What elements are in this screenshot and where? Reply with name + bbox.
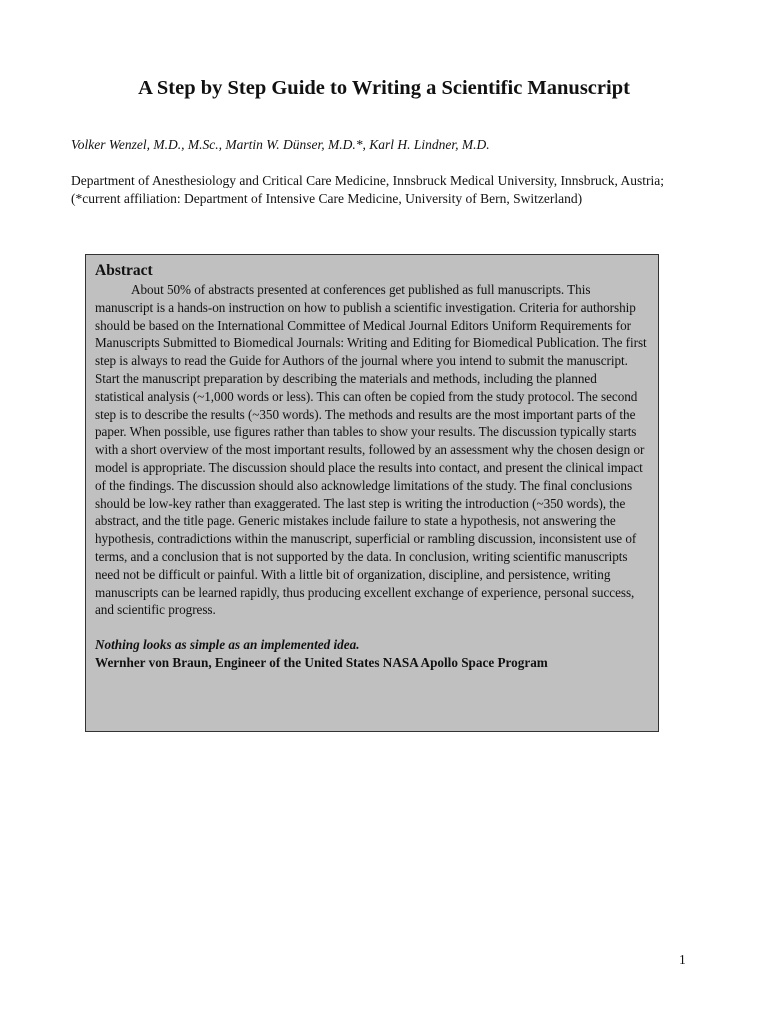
abstract-heading: Abstract — [95, 262, 153, 279]
abstract-box — [85, 254, 659, 732]
page-number: 1 — [679, 952, 686, 967]
author-list: Volker Wenzel, M.D., M.Sc., Martin W. Dünser, M.D.*, Karl H. Lindner, M.D. — [71, 137, 490, 152]
abstract-body: About 50% of abstracts presented at conferences get published as full manuscripts. This manuscript is a hands-on instruction on how to publish a scientific investigation. Criteria for authorship should be based on the International Committee of Medical Journal Editors Uniform Requirements for Manuscripts Submitted to Biomedical Journals: Writing and Editing for Biomedical Publication. The first step is always to read the Guide for Authors of the journal where you intend to submit the manuscript. Start the manuscript preparation by describing the materials and methods, including the planned statistical analysis (~1,000 words or less). This can often be copied from the study protocol. The second step is to describe the results (~350 words). The methods and results are the most important parts of the paper. When possible, use figures rather than tables to show your results. The discussion typically starts with a short overview of the most important results, followed by an assessment why the chosen design or model is appropriate. The discussion should place the results into contact, and present the clinical impact of the findings. The discussion should also acknowledge limitations of the study. The final conclusions should be low-key rather than exaggerated. The last step is writing the introduction (~350 words), the abstract, and the title page. Generic mistakes include failure to state a hypothesis, not answering the hypothesis, contradictions within the manuscript, superficial or rambling discussion, inconsistent use of terms, and a conclusion that is not supported by the data. In conclusion, writing scientific manuscripts need not be difficult or painful. With a little bit of organization, discipline, and persistence, writing manuscripts can be learned rapidly, thus producing excellent exchange of experience, personal success, and scientific progress. — [95, 282, 647, 618]
epigraph-attribution: Wernher von Braun, Engineer of the United States NASA Apollo Space Program — [95, 654, 548, 670]
affiliation-text: Department of Anesthesiology and Critical Care Medicine, Innsbruck Medical University, Innsbruck, Austria; (*current affiliation: Department of Intensive Care Medicine, University of Bern, Switzerland) — [71, 173, 664, 206]
epigraph-quote: Nothing looks as simple as an implemented idea. — [95, 637, 360, 653]
paper-title: A Step by Step Guide to Writing a Scientific Manuscript — [138, 77, 630, 99]
